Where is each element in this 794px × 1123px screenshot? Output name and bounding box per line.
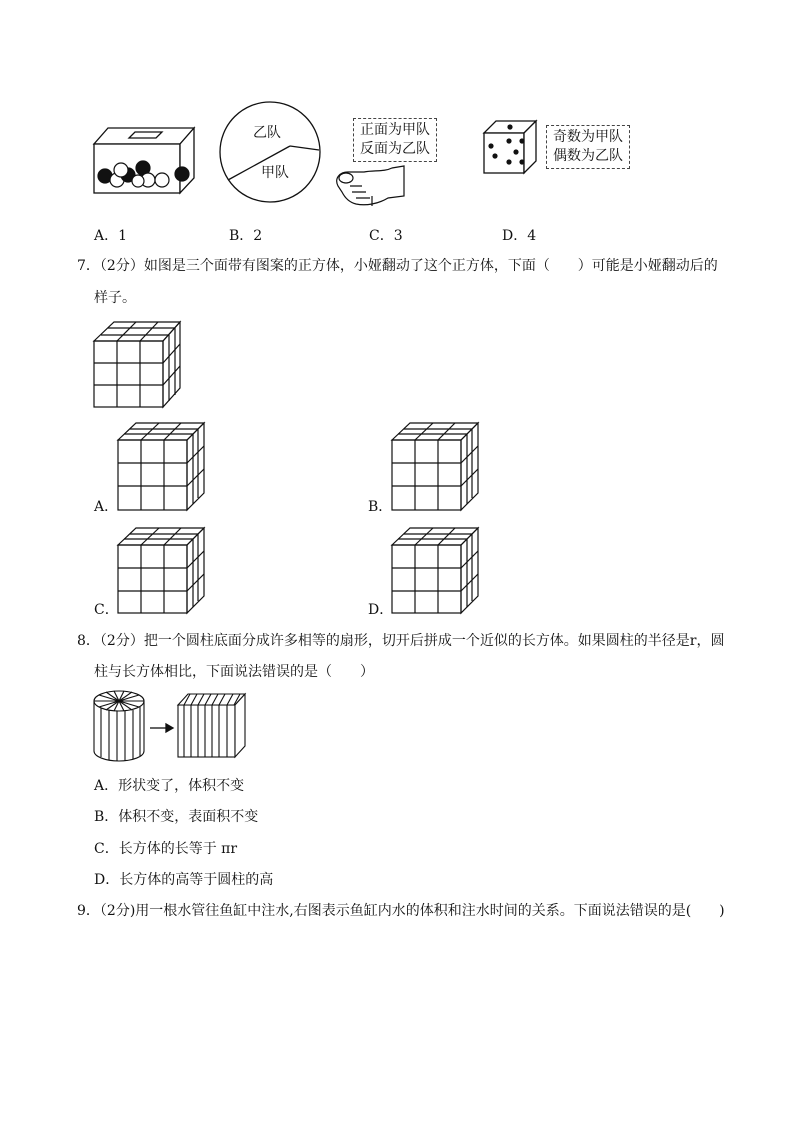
arrow-icon [150,724,173,732]
q7-option-a[interactable]: A． [94,499,119,515]
cube-option-b [392,423,478,510]
q6-option-a[interactable]: A．1 [94,228,128,244]
q7-option-c[interactable]: C． [94,602,119,618]
coin-rule-line1: 正面为甲队 [360,122,430,138]
cylinder-figure [94,691,144,761]
pie-label-upper: 乙队 [253,125,281,141]
q7-stem-line1: 7．（2分）如图是三个面带有图案的正方体，小娅翻动了这个正方体，下面（ ）可能是小娅翻动后的 [77,258,718,274]
q9-stem-line1: 9．（2分)用一根水管往鱼缸中注水,右图表示鱼缸内水的体积和注水时间的关系。下面说法错误的是( ) [77,903,725,919]
q8-option-d[interactable]: D．长方体的高等于圆柱的高 [94,872,274,888]
q8-stem-line1: 8．（2分）把一个圆柱底面分成许多相等的扇形，切开后拼成一个近似的长方体。如果圆柱的半径是r，圆 [77,633,725,649]
q7-option-b[interactable]: B． [368,499,393,515]
pie-circle [220,102,320,202]
coin-rule-line2: 反面为乙队 [360,141,430,157]
cube-main [94,322,180,407]
q6-option-c[interactable]: C．3 [369,228,403,244]
die-rule-line2: 偶数为乙队 [553,148,623,164]
cube-option-c [118,528,204,613]
cube-option-a [118,423,204,510]
q8-option-b[interactable]: B．体积不变，表面积不变 [94,809,259,825]
cube-option-d [392,528,478,613]
q8-option-c[interactable]: C．长方体的长等于 πr [94,841,238,857]
q7-stem-line2: 样子。 [94,290,136,306]
pie-label-lower: 甲队 [261,165,289,181]
die-rule-box [546,125,630,169]
die-rule-line1: 奇数为甲队 [553,129,623,145]
q8-stem-line2: 柱与长方体相比，下面说法错误的是（ ） [94,664,374,680]
q6-option-d[interactable]: D．4 [502,228,537,244]
q8-option-a[interactable]: A．形状变了，体积不变 [94,778,245,794]
q7-option-d[interactable]: D． [368,602,394,618]
cuboid-figure [178,694,245,757]
hand-icon [337,166,404,206]
q6-option-b[interactable]: B．2 [229,228,263,244]
coin-rule-box [353,118,437,162]
